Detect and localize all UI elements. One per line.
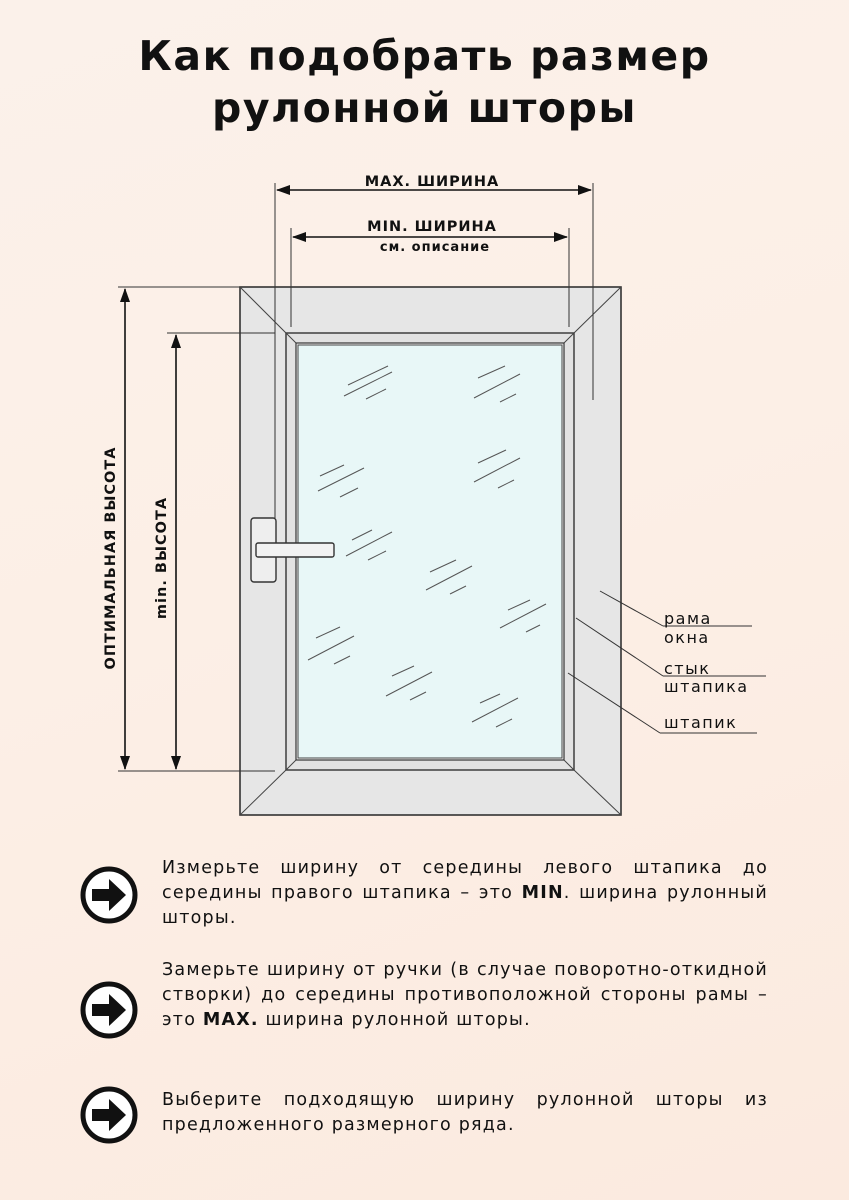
joint-label-1: стык (664, 659, 711, 678)
arrow-right-circle-icon (78, 979, 140, 1041)
frame-label-2: окна (664, 628, 710, 647)
frame-callout (600, 591, 752, 647)
instruction-3 (78, 1088, 778, 1178)
joint-label-2: штапика (664, 677, 749, 696)
min-height-label: min. ВЫСОТА (154, 496, 170, 620)
instruction-2 (78, 958, 778, 1048)
max-width-label: MAX. ШИРИНА (364, 174, 500, 190)
min-width-note: см. описание (379, 240, 491, 255)
min-width-label: MIN. ШИРИНА (367, 219, 497, 235)
optimal-height-label: ОПТИМАЛЬНАЯ ВЫСОТА (103, 446, 119, 670)
bead-label: штапик (664, 713, 738, 732)
instruction-1 (78, 856, 778, 946)
frame-label-1: рама (664, 609, 712, 628)
instruction-3-text: Выберите подходящую ширину рулонной шторы из предложенного размерного ряда. (162, 1090, 768, 1135)
arrow-right-circle-icon (78, 864, 140, 926)
title-line-1: Как подобрать размер (138, 32, 711, 80)
instruction-2-text: Замерьте ширину от ручки (в случае поворотно-откидной створки) до середины противоположной стороны рамы – это MAX. ширина рулонной шторы. (162, 960, 768, 1030)
glass-pane (298, 345, 562, 758)
instruction-1-text: Измерьте ширину от середины левого штапика до середины правого штапика – это MIN. ширина рулонный шторы. (162, 858, 768, 928)
arrow-right-circle-icon (78, 1084, 140, 1146)
title-line-2: рулонной шторы (212, 84, 637, 132)
